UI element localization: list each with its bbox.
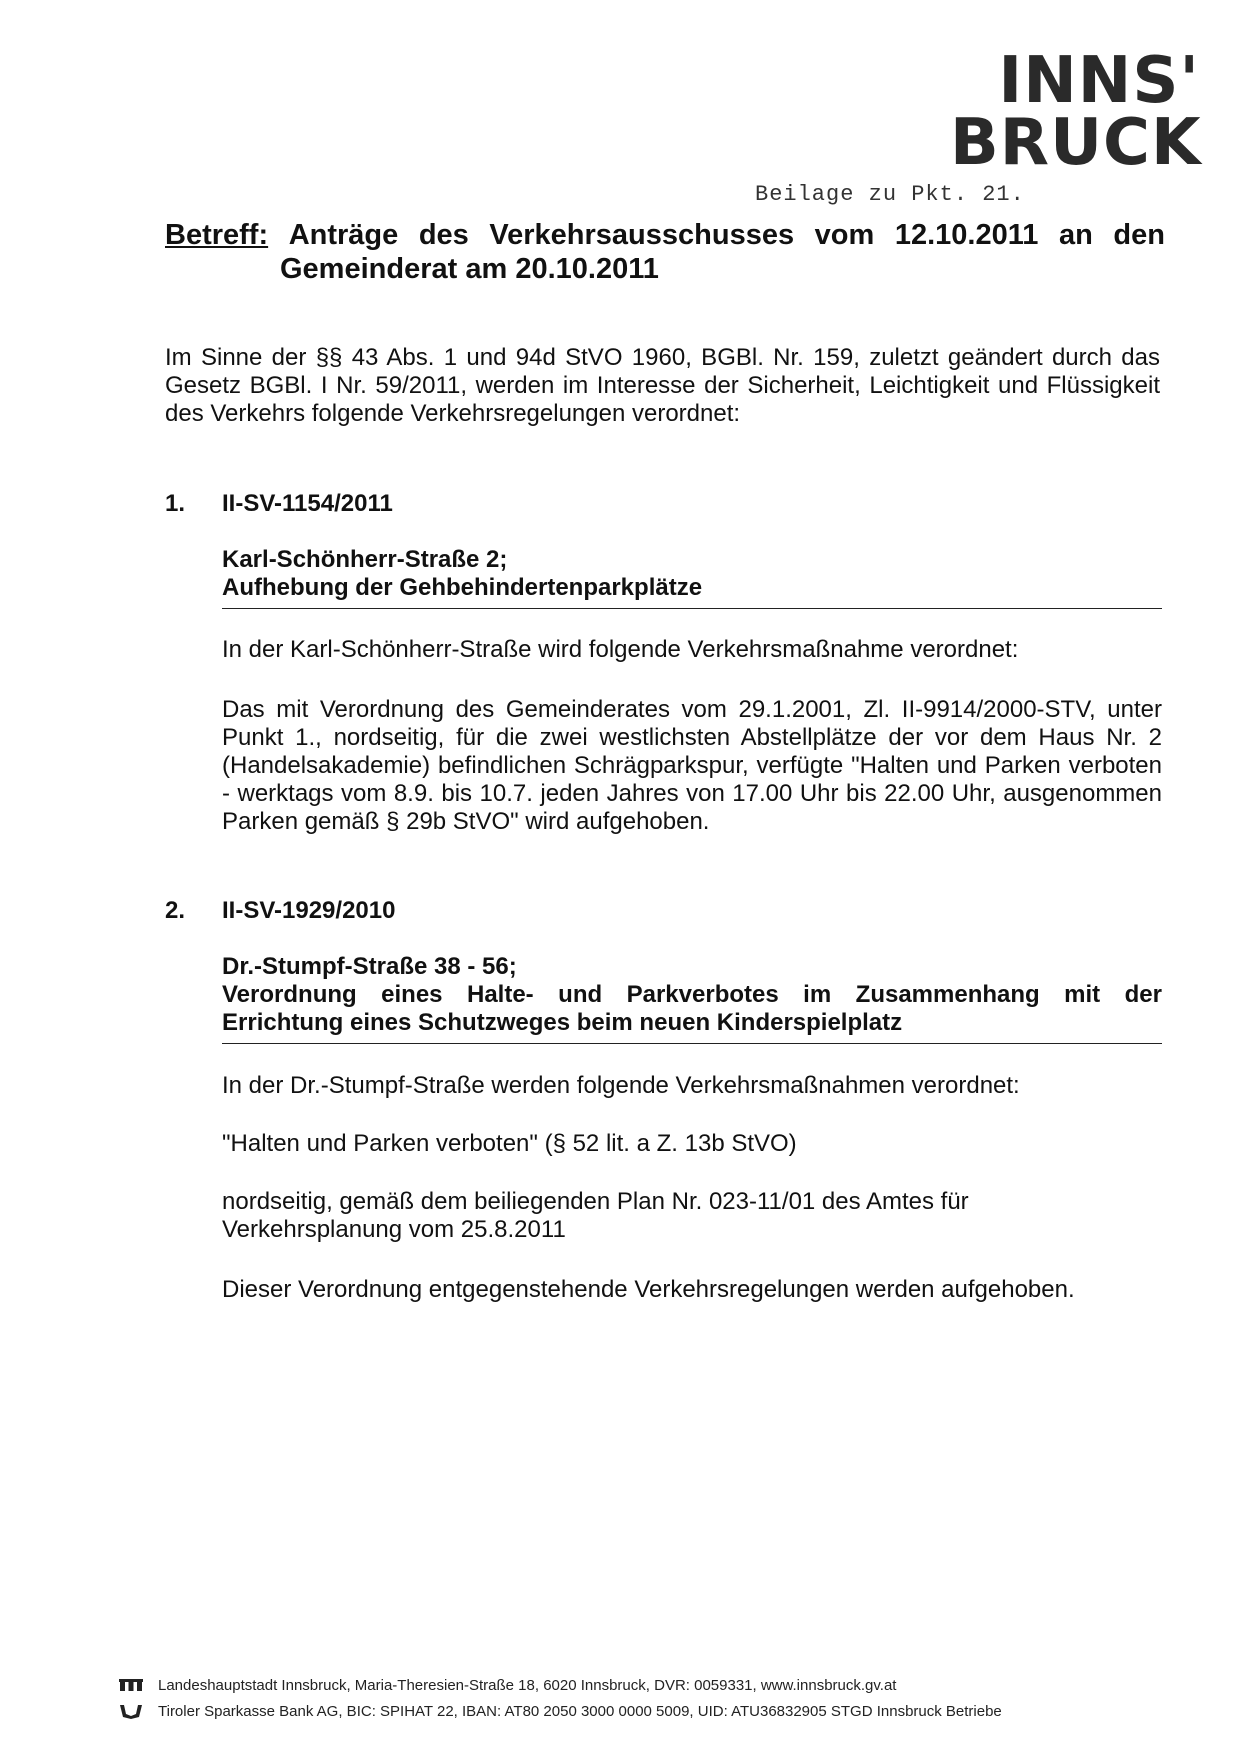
- footer: [118, 1672, 1138, 1724]
- footer-row-1: [118, 1672, 1138, 1698]
- item-1-divider: [222, 608, 1162, 609]
- item-1-number: 1.: [165, 490, 186, 517]
- subject-line-2: Gemeinderat am 20.10.2011: [280, 253, 659, 285]
- subject-word: an: [1058, 219, 1093, 251]
- item-1-heading-line-1: Karl-Schönherr-Straße 2;: [222, 546, 508, 573]
- innsbruck-logo: [950, 44, 1202, 180]
- subject-line-1: [165, 218, 1165, 252]
- item-2-heading: [222, 953, 1162, 1037]
- subject-word: des: [418, 219, 469, 251]
- footer-row-2: [118, 1698, 1138, 1724]
- intro-paragraph: Im Sinne der §§ 43 Abs. 1 und 94d StVO 1960, BGBl. Nr. 159, zuletzt geändert durch das Gesetz BGBl. I Nr. 59/2011, werden im Interesse der Sicherheit, Leichtigkeit und Flüssigkeit des Verkehrs folgende Verkehrsregelungen verordnet:: [165, 344, 1160, 427]
- item-2-divider: [222, 1043, 1162, 1044]
- subject-label: Betreff:: [165, 219, 269, 251]
- item-2-code: II-SV-1929/2010: [222, 897, 396, 924]
- item-2-para-2: "Halten und Parken verboten" (§ 52 lit. a Z. 13b StVO): [222, 1130, 797, 1157]
- subject-word: 12.10.2011: [894, 219, 1039, 251]
- item-1-heading: [222, 546, 1162, 602]
- item-1-heading-line-2: Aufhebung der Gehbehindertenparkplätze: [222, 574, 703, 601]
- subject-word: Anträge: [288, 219, 399, 251]
- item-2-number: 2.: [165, 897, 186, 924]
- item-2-heading-line-3: Errichtung eines Schutzweges beim neuen Kinderspielplatz: [222, 1009, 903, 1036]
- logo-line-1: INNS': [998, 44, 1200, 118]
- item-2-para-4: Dieser Verordnung entgegenstehende Verkehrsregelungen werden aufgehoben.: [222, 1276, 1075, 1303]
- city-emblem-icon: [118, 1676, 144, 1694]
- footer-address: Landeshauptstadt Innsbruck, Maria-Theresien-Straße 18, 6020 Innsbruck, DVR: 0059331, www.innsbruck.gv.at: [158, 1676, 897, 1694]
- logo-line-2: BRUCK: [950, 106, 1202, 180]
- item-2-heading-line-2: Verordnung eines Halte- und Parkverbotes im Zusammenhang mit der: [222, 981, 1162, 1008]
- subject-word: Verkehrsausschusses: [489, 219, 795, 251]
- subject-word: den: [1113, 219, 1165, 251]
- footer-bank-details: Tiroler Sparkasse Bank AG, BIC: SPIHAT 22, IBAN: AT80 2050 3000 0000 5009, UID: ATU36832905 STGD Innsbruck Betriebe: [158, 1702, 1002, 1720]
- item-1-para-1: In der Karl-Schönherr-Straße wird folgende Verkehrsmaßnahme verordnet:: [222, 636, 1019, 663]
- item-2-para-1: In der Dr.-Stumpf-Straße werden folgende Verkehrsmaßnahmen verordnet:: [222, 1072, 1020, 1099]
- item-2-para-3: nordseitig, gemäß dem beiliegenden Plan Nr. 023-11/01 des Amtes für Verkehrsplanung vom 25.8.2011: [222, 1188, 969, 1243]
- bank-emblem-icon: [118, 1702, 144, 1720]
- item-1-code: II-SV-1154/2011: [222, 490, 393, 517]
- subject-word: vom: [814, 219, 875, 251]
- subject-heading: [165, 218, 1165, 286]
- item-1-para-2: Das mit Verordnung des Gemeinderates vom 29.1.2001, Zl. II-9914/2000-STV, unter Punkt 1., nordseitig, für die zwei westlichsten Abstellplätze der vor dem Haus Nr. 2 (Handelsakademie) befindlichen Schrägparkspur, verfügte "Halten und Parken verboten - werktags vom 8.9. bis 10.7. jeden Jahres von 17.00 Uhr bis 22.00 Uhr, ausgenommen Parken gemäß § 29b StVO" wird aufgehoben.: [222, 696, 1162, 835]
- item-2-heading-line-1: Dr.-Stumpf-Straße 38 - 56;: [222, 953, 517, 980]
- attachment-note: Beilage zu Pkt. 21.: [755, 182, 1025, 207]
